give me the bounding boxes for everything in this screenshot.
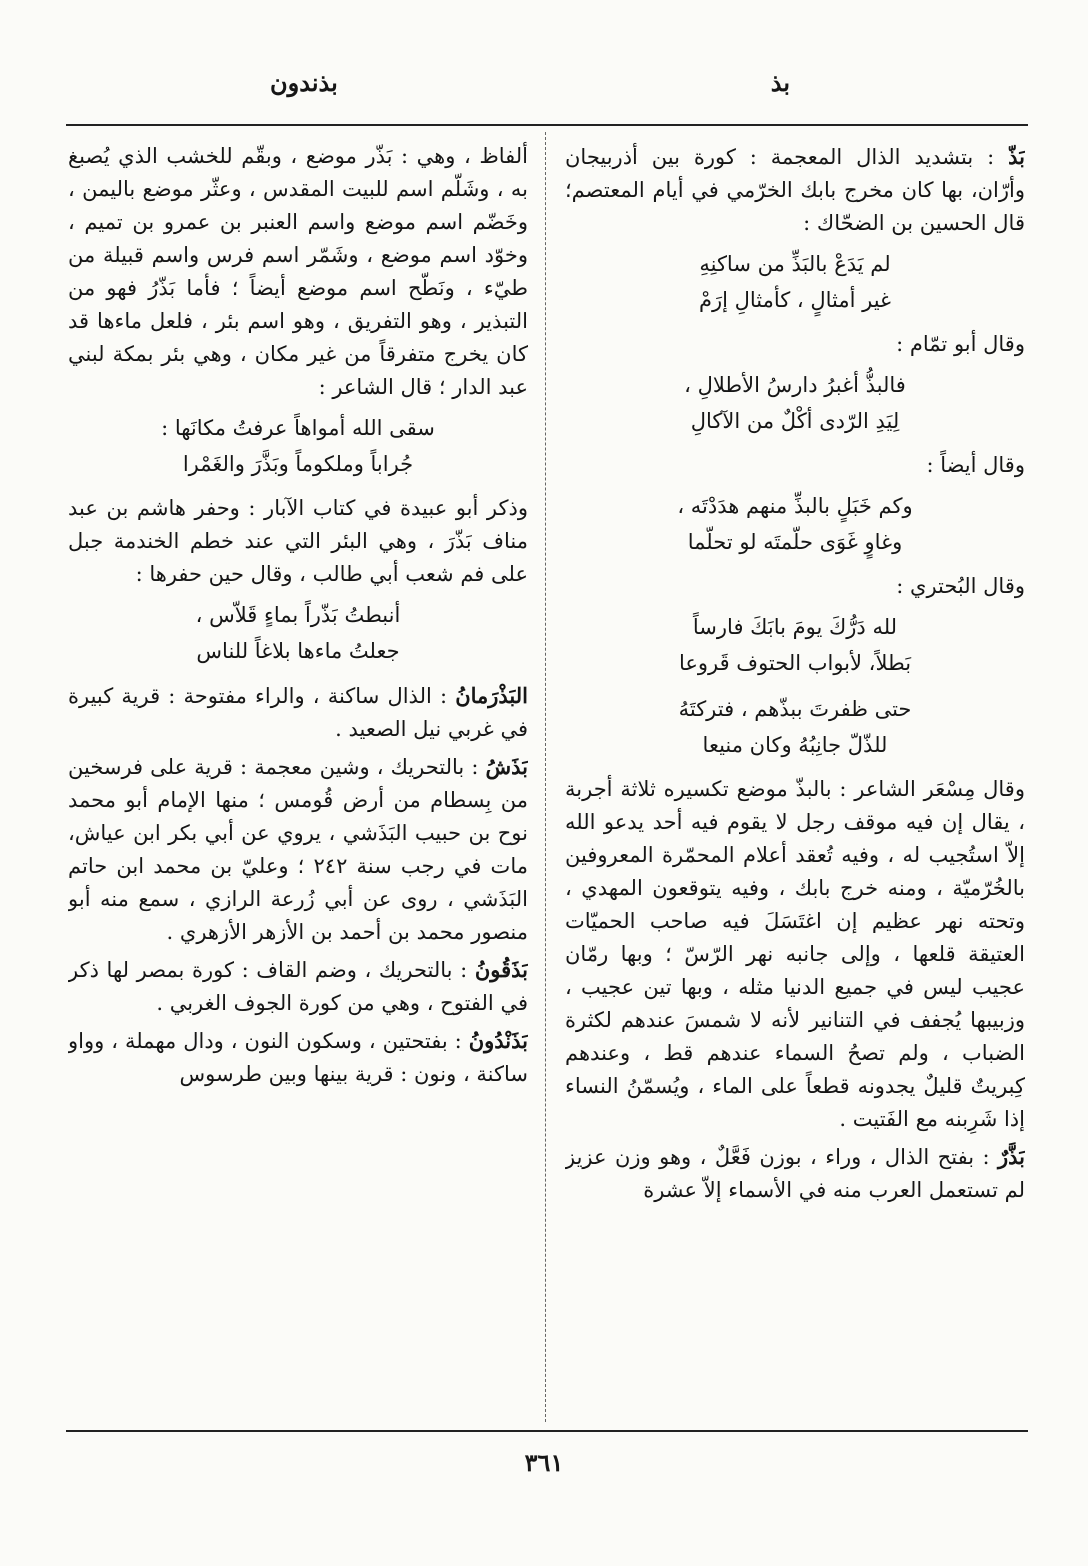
paragraph (68, 492, 528, 591)
verse-block (68, 410, 528, 482)
right-column (565, 140, 1025, 1425)
entry-text: وقال البُحتري : (896, 574, 1025, 598)
dictionary-entry (68, 750, 528, 949)
entry-headword: بَذّ (1008, 144, 1025, 169)
running-head-right: بذ (770, 68, 790, 97)
entry-text: وقال مِسْعَر الشاعر : بالبذّ موضع تكسيره ثلاثة أجربة ، يقال إن فيه موقف رجل لا يقوم فيه أحد يدعو الله إلاّ استُجيب له ، وفيه تُعقد أعلام المحمّرة المعروفين بالخُرّميّة ، ومنه خرج بابك ، وفيه يتوقعون المهدي ، وتحته نهر عظيم إن اغتَسَلَ فيه صاحب الحميّات العتيقة قلعها ، وإلى جانبه نهر الرّسّ ؛ وبها رمّان عجيب ليس في جميع الدنيا مثله ، وبها تين عجيب ، وزبيبها يُجفف في التنانير لأنه لا شمسَ عندهم لكثرة الضباب ، ولم تصحُ السماء عندهم قط ، وعندهم كِبريتٌ قليلٌ يجدونه قطعاً على الماء ، ويُسمّنُ النساء إذا شَرِبنه مع الفَتيت . (565, 777, 1025, 1131)
paragraph (565, 570, 1025, 603)
verse-line: لِيَدِ الرّدى أكْلٌ من الآكالِ (690, 409, 900, 433)
verse-block (565, 367, 1025, 439)
column-divider (545, 132, 546, 1422)
verse-line: جُراباً وملكوماً وبَذَّرَ والغَمْرا (182, 452, 414, 476)
verse-line: للذّلّ جانِبُهُ وكان منيعا (702, 733, 888, 757)
verse-line: جعلتُ ماءها بلاغاً للناس (196, 639, 400, 663)
header-rule (66, 124, 1028, 126)
dictionary-entry (68, 679, 528, 746)
verse-line: غير أمثالٍ ، كأمثالِ إرَمْ (698, 288, 892, 312)
verse-line: سقى الله أمواهاً عرفتُ مكانَها : (161, 416, 435, 440)
entry-headword: البَذْرَمانُ (455, 683, 528, 708)
verse-line: وغاوٍ غَوَى حلّمتَه لو تحلّما (687, 530, 903, 554)
entry-text: وقال أبو تمّام : (896, 332, 1025, 356)
footer-rule (66, 1430, 1028, 1432)
verse-block (565, 246, 1025, 318)
entry-text: : الذال ساكنة ، والراء مفتوحة : قرية كبيرة في غربي نيل الصعيد . (68, 684, 528, 741)
left-column (68, 140, 528, 1425)
paragraph (565, 449, 1025, 482)
verse-block (565, 609, 1025, 681)
paragraph (565, 773, 1025, 1136)
verse-block (565, 691, 1025, 763)
entry-headword: بَذَشُ (485, 754, 528, 779)
verse-line: أنبطتُ بَذّراً بماءٍ قَلاّس ، (195, 603, 401, 627)
entry-text: : بفتح الذال ، وراء ، بوزن فَعَّلٌ ، وهو وزن عزيز لم تستعمل العرب منه في الأسماء إلاّ عشرة (565, 1145, 1025, 1202)
entry-text: : بتشديد الذال المعجمة : كورة بين أذربيجان وأرّان، بها كان مخرج بابك الخرّمي في أيام المعتصم؛ قال الحسين بن الضحّاك : (565, 145, 1025, 235)
entry-headword: بَذَنْدُونُ (468, 1028, 528, 1053)
verse-line: وكم خَبَلٍ بالبذِّ منهم هدَدْتَه ، (677, 494, 913, 518)
entry-headword: بَذَقُونُ (474, 957, 528, 982)
verse-block (565, 488, 1025, 560)
entry-text: وذكر أبو عبيدة في كتاب الآبار : وحفر هاشم بن عبد مناف بَذّرَ ، وهي البئر التي عند خطم الخندمة جبل على فم شعب أبي طالب ، وقال حين حفرها : (68, 496, 528, 586)
verse-line: فالبذُّ أغبرُ دارسُ الأطلالِ ، (684, 373, 906, 397)
verse-line: لله دَرُّكَ يومَ بابَكَ فارساً (692, 615, 898, 639)
entry-text: : بفتحتين ، وسكون النون ، ودال مهملة ، وواو ساكنة ، ونون : قرية بينها وبين طرسوس (68, 1029, 528, 1086)
entry-text: : بالتحريك ، وشين معجمة : قرية على فرسخين من بِسطام من أرض قُومس ؛ منها الإمام أبو محمد نوح بن حبيب البَذَشي ، يروي عن أبي بكر ابن عياش، مات في رجب سنة ٢٤٢ ؛ وعليّ بن محمد ابن حاتم البَذَشي ، روى عن أبي زُرعة الرازي ، سمع منه أبو منصور محمد بن أحمد بن الأزهر الأزهري . (68, 755, 528, 944)
dictionary-entry (68, 953, 528, 1020)
dictionary-entry (68, 1024, 528, 1091)
verse-line: لم يَدَعْ بالبَذِّ من ساكنِهِ (699, 252, 891, 276)
paragraph (565, 328, 1025, 361)
paragraph (68, 140, 528, 404)
running-head-left: بذندون (270, 68, 338, 97)
verse-block (68, 597, 528, 669)
verse-line: حتى ظفرتَ ببذّهم ، فتركتَهُ (678, 697, 912, 721)
entry-text: ألفاظ ، وهي : بَذّر موضع ، وبقّم للخشب الذي يُصبغ به ، وشَلّم اسم للبيت المقدس ، وعثّر موضع باليمن ، وخَضّم اسم موضع واسم العنبر بن عمرو بن تميم ، وخوّد اسم موضع ، وشَمّر اسم فرس واسم قبيلة من طيّء ، ونَطّح اسم موضع أيضاً ؛ فأما بَذّرُ فهو من التبذير ، وهو التفريق ، وهو اسم بئر ، فلعل ماءها قد كان يخرج متفرقاً من غير مكان ، وهي بئر بمكة لبني عبد الدار ؛ قال الشاعر : (68, 144, 528, 399)
verse-line: بَطلاً، لأبواب الحتوف قَروعا (678, 651, 912, 675)
dictionary-entry (565, 1140, 1025, 1207)
entry-text: : بالتحريك ، وضم القاف : كورة بمصر لها ذكر في الفتوح ، وهي من كورة الجوف الغربي . (68, 958, 528, 1015)
entry-text: وقال أيضاً : (926, 453, 1025, 477)
dictionary-entry (565, 140, 1025, 240)
entry-headword: بَذَّرٌ (997, 1144, 1025, 1169)
page-number: ٣٦١ (524, 1448, 564, 1477)
